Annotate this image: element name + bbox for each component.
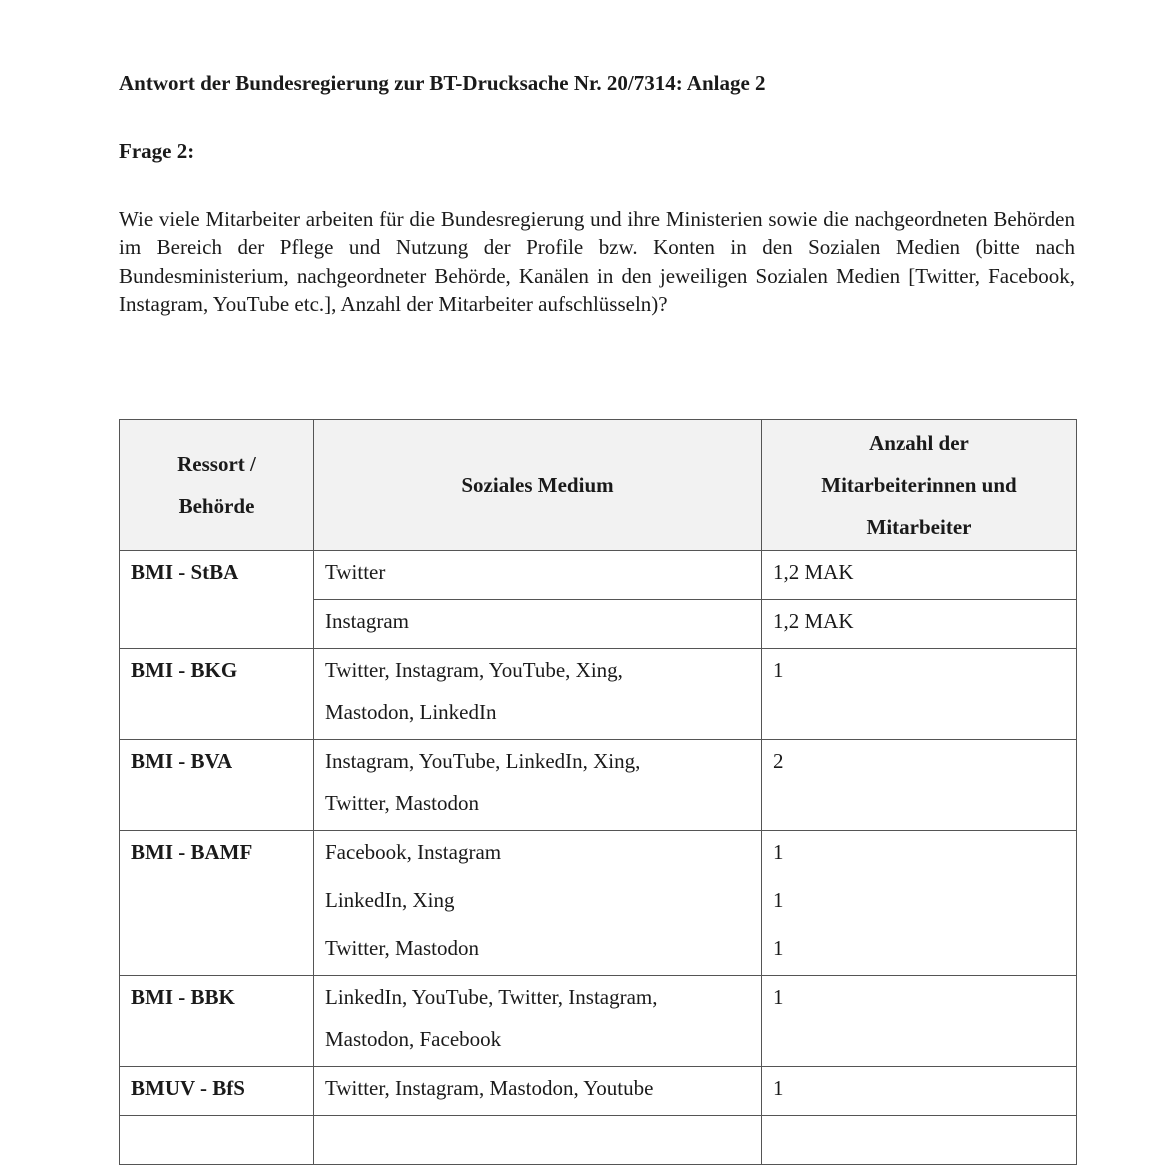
agency-cell: BMUV - BfS	[120, 1067, 314, 1116]
agency-cell: BMI - BAMF	[120, 831, 314, 976]
staff-table	[119, 419, 1077, 1165]
table-row	[120, 649, 1077, 740]
table-row	[120, 551, 1077, 600]
medium-cell	[314, 1116, 762, 1165]
agency-cell: BMI - BVA	[120, 740, 314, 831]
count-cell: 1	[762, 649, 1077, 740]
count-cell: 2	[762, 740, 1077, 831]
count-cell: 1	[762, 1067, 1077, 1116]
medium-cell: Twitter, Instagram, Mastodon, Youtube	[314, 1067, 762, 1116]
count-cell: 1,2 MAK	[762, 600, 1077, 649]
table-row	[120, 1067, 1077, 1116]
table-row	[120, 976, 1077, 1067]
table-row	[120, 1116, 1077, 1165]
agency-cell	[120, 1116, 314, 1165]
header-agency: Ressort / Behörde	[120, 420, 314, 551]
question-label: Frage 2:	[119, 139, 195, 163]
medium-cell: Twitter, Instagram, YouTube, Xing, Mastodon, LinkedIn	[314, 649, 762, 740]
count-cell: 1	[762, 976, 1077, 1067]
count-cell	[762, 1116, 1077, 1165]
medium-cell: Facebook, Instagram LinkedIn, Xing Twitter, Mastodon	[314, 831, 762, 976]
table-row	[120, 831, 1077, 976]
table-header-row	[120, 420, 1077, 551]
agency-cell: BMI - BBK	[120, 976, 314, 1067]
document-title: Antwort der Bundesregierung zur BT-Drucksache Nr. 20/7314: Anlage 2	[119, 71, 766, 95]
header-medium: Soziales Medium	[314, 420, 762, 551]
agency-cell: BMI - StBA	[120, 551, 314, 649]
medium-cell: LinkedIn, YouTube, Twitter, Instagram, Mastodon, Facebook	[314, 976, 762, 1067]
table-row	[120, 740, 1077, 831]
medium-cell: Instagram	[314, 600, 762, 649]
count-cell: 1 1 1	[762, 831, 1077, 976]
count-cell: 1,2 MAK	[762, 551, 1077, 600]
header-count: Anzahl der Mitarbeiterinnen und Mitarbeiter	[762, 420, 1077, 551]
medium-cell: Instagram, YouTube, LinkedIn, Xing, Twitter, Mastodon	[314, 740, 762, 831]
question-text: Wie viele Mitarbeiter arbeiten für die Bundesregierung und ihre Ministerien sowie die nachgeordneten Behörden im Bereich der Pflege und Nutzung der Profile bzw. Konten in den Sozialen Medien (bitte nach Bundesministerium, nachgeordneter Behörde, Kanälen in den jeweiligen Sozialen Medien [Twitter, Facebook, Instagram, YouTube etc.], Anzahl der Mitarbeiter aufschlüsseln)?	[119, 207, 1075, 316]
medium-cell: Twitter	[314, 551, 762, 600]
agency-cell: BMI - BKG	[120, 649, 314, 740]
